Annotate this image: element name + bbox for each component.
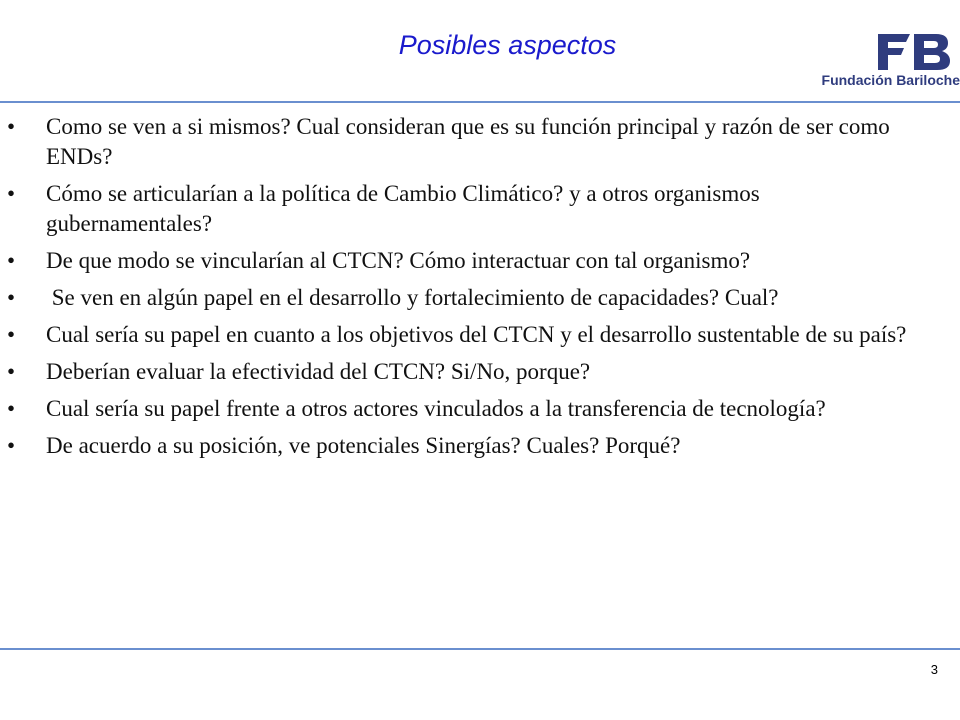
- bullet-text: Se ven en algún papel en el desarrollo y fortalecimiento de capacidades? Cual?: [46, 285, 779, 310]
- bullet-item: [0, 179, 960, 239]
- bullet-marker: •: [7, 285, 16, 310]
- bullet-item: [0, 320, 960, 350]
- fb-logo-mark-icon: [874, 32, 952, 72]
- bullet-item: [0, 431, 960, 461]
- bullet-text: Cual sería su papel en cuanto a los objetivos del CTCN y el desarrollo sustentable de su país?: [46, 322, 907, 347]
- bullet-marker: •: [7, 114, 16, 139]
- bullet-marker: •: [7, 396, 16, 421]
- logo-name: Fundación Bariloche: [821, 72, 960, 88]
- bullet-text: Cual sería su papel frente a otros actores vinculados a la transferencia de tecnología?: [46, 396, 826, 421]
- bullet-marker: •: [7, 248, 16, 273]
- bottom-divider: [0, 648, 960, 650]
- top-divider: [0, 101, 960, 103]
- page-number: 3: [930, 662, 938, 677]
- fundacion-bariloche-logo: [790, 32, 960, 94]
- bullet-item: [0, 246, 960, 276]
- bullet-marker: •: [7, 181, 16, 206]
- bullet-list: [0, 112, 960, 468]
- bullet-item: [0, 357, 960, 387]
- bullet-marker: •: [7, 359, 16, 384]
- slide-title: Posibles aspectos: [398, 30, 617, 60]
- bullet-text: Cómo se articularían a la política de Cambio Climático? y a otros organismos gubernamentales?: [46, 181, 760, 236]
- bullet-marker: •: [7, 433, 16, 458]
- bullet-marker: •: [7, 322, 16, 347]
- bullet-item: [0, 283, 960, 313]
- bullet-text: Deberían evaluar la efectividad del CTCN? Si/No, porque?: [46, 359, 591, 384]
- bullet-text: Como se ven a si mismos? Cual consideran que es su función principal y razón de ser como ENDs?: [46, 114, 890, 169]
- bullet-item: [0, 394, 960, 424]
- bullet-item: [0, 112, 960, 172]
- bullet-text: De que modo se vincularían al CTCN? Cómo interactuar con tal organismo?: [46, 248, 751, 273]
- bullet-text: De acuerdo a su posición, ve potenciales Sinergías? Cuales? Porqué?: [46, 433, 681, 458]
